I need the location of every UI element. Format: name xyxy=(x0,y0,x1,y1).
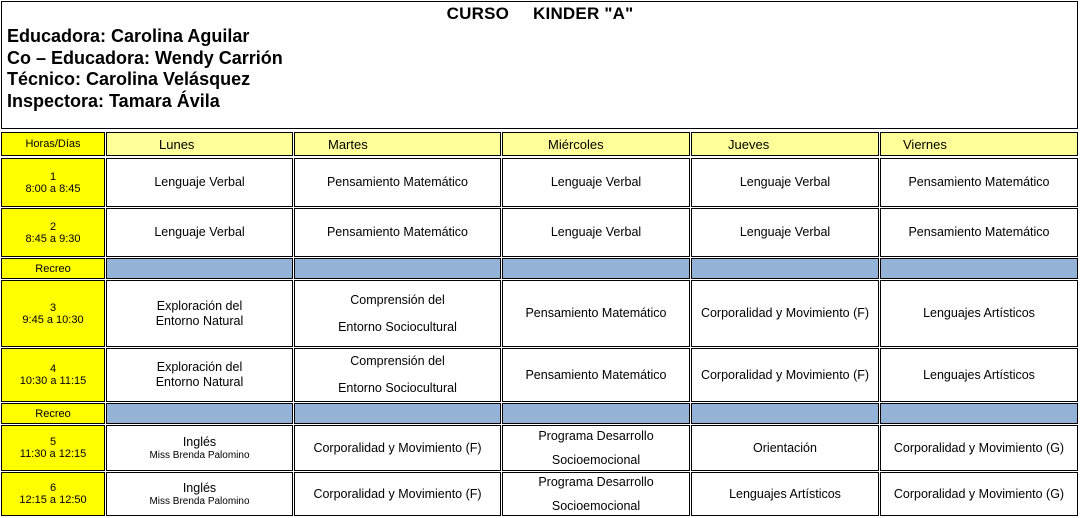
subject-name: Corporalidad y Movimiento (F) xyxy=(313,486,482,501)
time-cell xyxy=(1,348,105,402)
subject-name: Exploración del xyxy=(156,360,243,374)
subject-cell xyxy=(880,472,1078,516)
teacher-name: Miss Brenda Palomino xyxy=(149,450,250,461)
subject-name: Comprensión del xyxy=(350,292,445,307)
subject-name: Lenguajes Artísticos xyxy=(923,306,1035,320)
subject-cell xyxy=(294,425,501,471)
subject-cell xyxy=(502,158,690,207)
subject-cell xyxy=(880,158,1078,207)
block-number: 4 xyxy=(49,363,57,375)
subject-cell xyxy=(691,280,879,347)
recreo-bar xyxy=(502,403,690,424)
subject-cell xyxy=(106,425,293,471)
day-header-2 xyxy=(294,132,501,156)
recreo-bar xyxy=(294,403,501,424)
subject-name: Lenguajes Artísticos xyxy=(729,486,841,501)
subject-name: Exploración del xyxy=(156,298,243,313)
day-label: Lunes xyxy=(159,136,195,152)
recreo-label: Recreo xyxy=(35,407,71,420)
subject-cell xyxy=(106,348,293,402)
inspectora: Inspectora: Tamara Ávila xyxy=(7,90,220,111)
subject-name: Lenguajes Artísticos xyxy=(923,367,1035,382)
course-title xyxy=(0,4,1080,24)
subject-name: Inglés xyxy=(182,481,217,495)
subject-name: Pensamiento Matemático xyxy=(326,225,469,239)
day-header-3 xyxy=(502,132,690,156)
subject-cell xyxy=(294,280,501,347)
subject-name: Entorno Natural xyxy=(155,375,244,389)
subject-name: Pensamiento Matemático xyxy=(525,306,667,320)
subject-name: Orientación xyxy=(753,440,817,455)
subject-name: Lenguaje Verbal xyxy=(550,225,642,239)
block-time: 8:45 a 9:30 xyxy=(25,232,81,245)
subject-name: Pensamiento Matemático xyxy=(326,175,469,189)
subject-name: Lenguaje Verbal xyxy=(550,175,642,189)
subject-name: Lenguaje Verbal xyxy=(154,175,245,189)
day-header-5 xyxy=(880,132,1078,156)
tecnico: Técnico: Carolina Velásquez xyxy=(7,69,251,89)
time-cell xyxy=(1,158,105,207)
subject-cell xyxy=(691,425,879,471)
subject-cell xyxy=(294,158,501,207)
subject-cell xyxy=(880,208,1078,257)
subject-cell xyxy=(502,208,690,257)
recreo-bar xyxy=(880,403,1078,424)
subject-name: Corporalidad y Movimiento (G) xyxy=(893,486,1065,501)
recreo-bar xyxy=(691,403,879,424)
block-time: 12:15 a 12:50 xyxy=(19,494,87,506)
subject-cell xyxy=(691,472,879,516)
day-label: Miércoles xyxy=(548,136,604,152)
subject-cell xyxy=(502,472,690,516)
recreo-label-cell xyxy=(1,403,105,424)
recreo-bar xyxy=(106,403,293,424)
day-label: Jueves xyxy=(728,136,770,152)
subject-cell xyxy=(106,158,293,207)
co-educadora: Co – Educadora: Wendy Carrión xyxy=(7,47,283,68)
block-number: 2 xyxy=(49,220,57,233)
recreo-label: Recreo xyxy=(35,262,71,275)
educadora: Educadora: Carolina Aguilar xyxy=(7,26,250,46)
time-cell xyxy=(1,472,105,516)
time-cell xyxy=(1,208,105,257)
day-header-1 xyxy=(106,132,293,156)
subject-name: Corporalidad y Movimiento (G) xyxy=(893,440,1065,455)
subject-name: Entorno Natural xyxy=(155,313,244,328)
subject-name: Corporalidad y Movimiento (F) xyxy=(700,367,870,382)
subject-name: Pensamiento Matemático xyxy=(908,225,1050,239)
subject-cell xyxy=(691,158,879,207)
subject-name: Comprensión del xyxy=(350,354,445,368)
subject-cell xyxy=(880,280,1078,347)
subject-name: Pensamiento Matemático xyxy=(525,367,667,382)
recreo-bar xyxy=(106,258,293,279)
recreo-bar xyxy=(502,258,690,279)
recreo-bar xyxy=(880,258,1078,279)
subject-name: Programa Desarrollo xyxy=(538,475,654,489)
block-time: 11:30 a 12:15 xyxy=(19,448,87,460)
subject-name: Corporalidad y Movimiento (F) xyxy=(700,306,870,320)
course-name: KINDER "A" xyxy=(533,4,634,23)
subject-name: Socioemocional xyxy=(551,499,641,513)
subject-cell xyxy=(502,348,690,402)
subject-name: Inglés xyxy=(182,435,217,449)
subject-cell xyxy=(691,348,879,402)
subject-cell xyxy=(502,280,690,347)
subject-name: Socioemocional xyxy=(551,453,641,467)
subject-name: Programa Desarrollo xyxy=(538,429,654,443)
subject-cell xyxy=(880,425,1078,471)
time-cell xyxy=(1,425,105,471)
block-number: 5 xyxy=(49,436,57,448)
subject-cell xyxy=(294,348,501,402)
subject-cell xyxy=(294,208,501,257)
subject-name: Entorno Sociocultural xyxy=(338,381,457,395)
recreo-label-cell xyxy=(1,258,105,279)
subject-name: Corporalidad y Movimiento (F) xyxy=(313,440,482,455)
subject-cell xyxy=(106,280,293,347)
block-number: 6 xyxy=(49,482,57,494)
block-time: 8:00 a 8:45 xyxy=(25,182,81,195)
day-label: Viernes xyxy=(903,136,947,152)
header-corner xyxy=(1,132,105,156)
recreo-bar xyxy=(294,258,501,279)
block-number: 1 xyxy=(49,170,57,183)
subject-cell xyxy=(502,425,690,471)
corner-label: Horas/Días xyxy=(25,138,81,150)
staff-list xyxy=(7,26,283,112)
subject-cell xyxy=(880,348,1078,402)
subject-cell xyxy=(106,472,293,516)
subject-name: Lenguaje Verbal xyxy=(154,225,245,239)
subject-name: Lenguaje Verbal xyxy=(739,225,831,239)
time-cell xyxy=(1,280,105,347)
subject-name: Lenguaje Verbal xyxy=(739,175,831,189)
recreo-bar xyxy=(691,258,879,279)
subject-cell xyxy=(294,472,501,516)
subject-name: Pensamiento Matemático xyxy=(908,175,1050,189)
block-number: 3 xyxy=(49,301,57,314)
teacher-name: Miss Brenda Palomino xyxy=(149,496,250,507)
course-label: CURSO xyxy=(446,4,510,23)
day-label: Martes xyxy=(328,136,368,152)
subject-cell xyxy=(106,208,293,257)
subject-cell xyxy=(691,208,879,257)
block-time: 9:45 a 10:30 xyxy=(22,313,84,326)
block-time: 10:30 a 11:15 xyxy=(19,375,87,387)
day-header-4 xyxy=(691,132,879,156)
subject-name: Entorno Sociocultural xyxy=(338,319,457,334)
